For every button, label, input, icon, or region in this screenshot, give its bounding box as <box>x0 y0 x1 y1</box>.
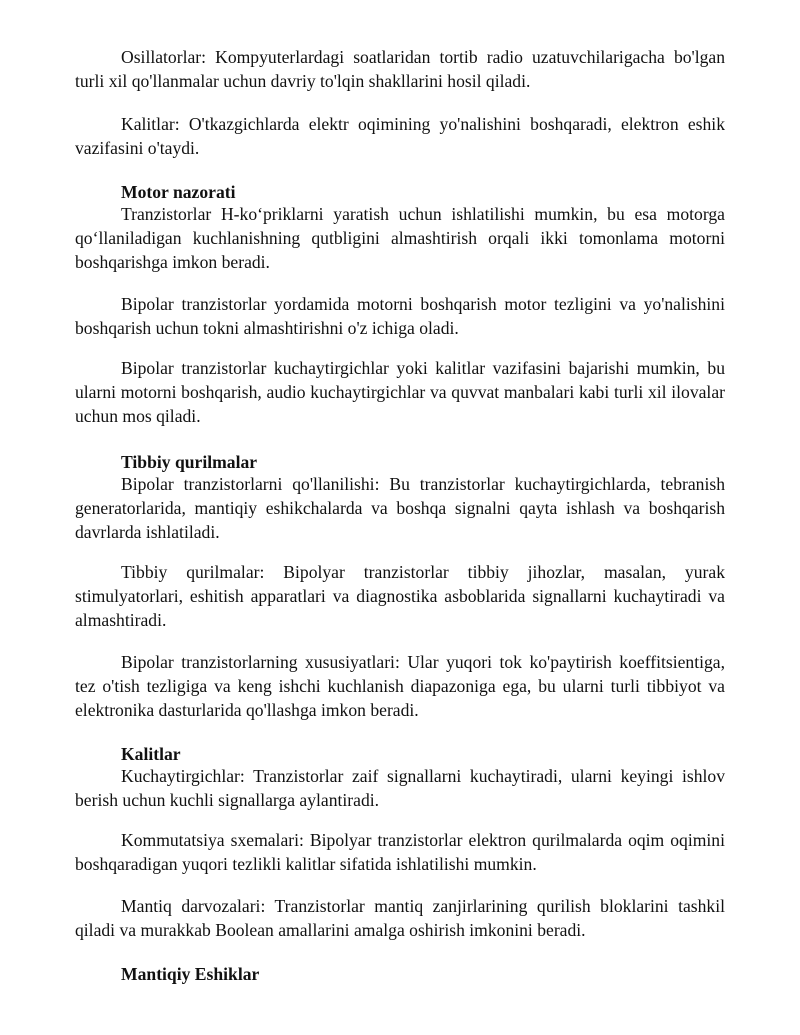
paragraph-motor-bipolar: Bipolar tranzistorlar yordamida motorni boshqarish motor tezligini va yo'nalishini boshqarish uchun tokni almashtirishni o'z ichiga oladi. <box>75 294 725 338</box>
paragraph-switches: Kalitlar: O'tkazgichlarda elektr oqimining yo'nalishini boshqaradi, elektron eshik vazifasini o'taydi. <box>75 114 725 158</box>
paragraph-switching-circuits: Kommutatsiya sxemalari: Bipolyar tranzistorlar elektron qurilmalarda oqim oqimini boshqaradigan yuqori tezlikli kalitlar sifatida ishlatilishi mumkin. <box>75 830 725 874</box>
paragraph-medical-devices: Tibbiy qurilmalar: Bipolyar tranzistorlar tibbiy jihozlar, masalan, yurak stimulyatorlari, eshitish apparatlari va diagnostika asboblarida signallarni kuchaytiradi va almashtiradi. <box>75 562 725 630</box>
paragraph-oscillators: Osillatorlar: Kompyuterlardagi soatlaridan tortib radio uzatuvchilarigacha bo'lgan turli xil qo'llanmalar uchun davriy to'lqin shakllarini hosil qiladi. <box>75 47 725 91</box>
paragraph-bipolar-properties: Bipolar tranzistorlarning xususiyatlari: Ular yuqori tok ko'paytirish koeffitsientiga, tez o'tish tezligiga va keng ishchi kuchlanish diapazoniga ega, bu ularni turli tibbiyot va elektronika dasturlarida qo'llashga imkon beradi. <box>75 652 725 720</box>
paragraph-bipolar-applications: Bipolar tranzistorlarni qo'llanilishi: Bu tranzistorlar kuchaytirgichlarda, tebranish generatorlarida, mantiqiy eshikchalarda va boshqa signalni qayta ishlash va boshqarish davrlarda ishlatiladi. <box>75 474 725 542</box>
paragraph-amplifier-switch: Bipolar tranzistorlar kuchaytirgichlar yoki kalitlar vazifasini bajarishi mumkin, bu ularni motorni boshqarish, audio kuchaytirgichlar va quvvat manbalari kabi turli xil ilovalar uchun mos qiladi. <box>75 358 725 426</box>
heading-medical-devices: Tibbiy qurilmalar <box>121 452 258 472</box>
heading-motor-control: Motor nazorati <box>121 182 236 202</box>
paragraph-amplifiers: Kuchaytirgichlar: Tranzistorlar zaif signallarni kuchaytiradi, ularni keyingi ishlov berish uchun kuchli signallarga aylantiradi. <box>75 766 725 810</box>
paragraph-logic-gates: Mantiq darvozalari: Tranzistorlar mantiq zanjirlarining qurilish bloklarini tashkil qiladi va murakkab Boolean amallarini amalga oshirish imkonini beradi. <box>75 896 725 940</box>
paragraph-h-bridge: Tranzistorlar H-ko‘priklarni yaratish uchun ishlatilishi mumkin, bu esa motorga qo‘llaniladigan kuchlanishning qutbligini almashtirish orqali ikki tomonlama motorni boshqarishga imkon beradi. <box>75 204 725 272</box>
heading-logic-gates: Mantiqiy Eshiklar <box>121 964 260 984</box>
heading-switches: Kalitlar <box>121 744 181 764</box>
